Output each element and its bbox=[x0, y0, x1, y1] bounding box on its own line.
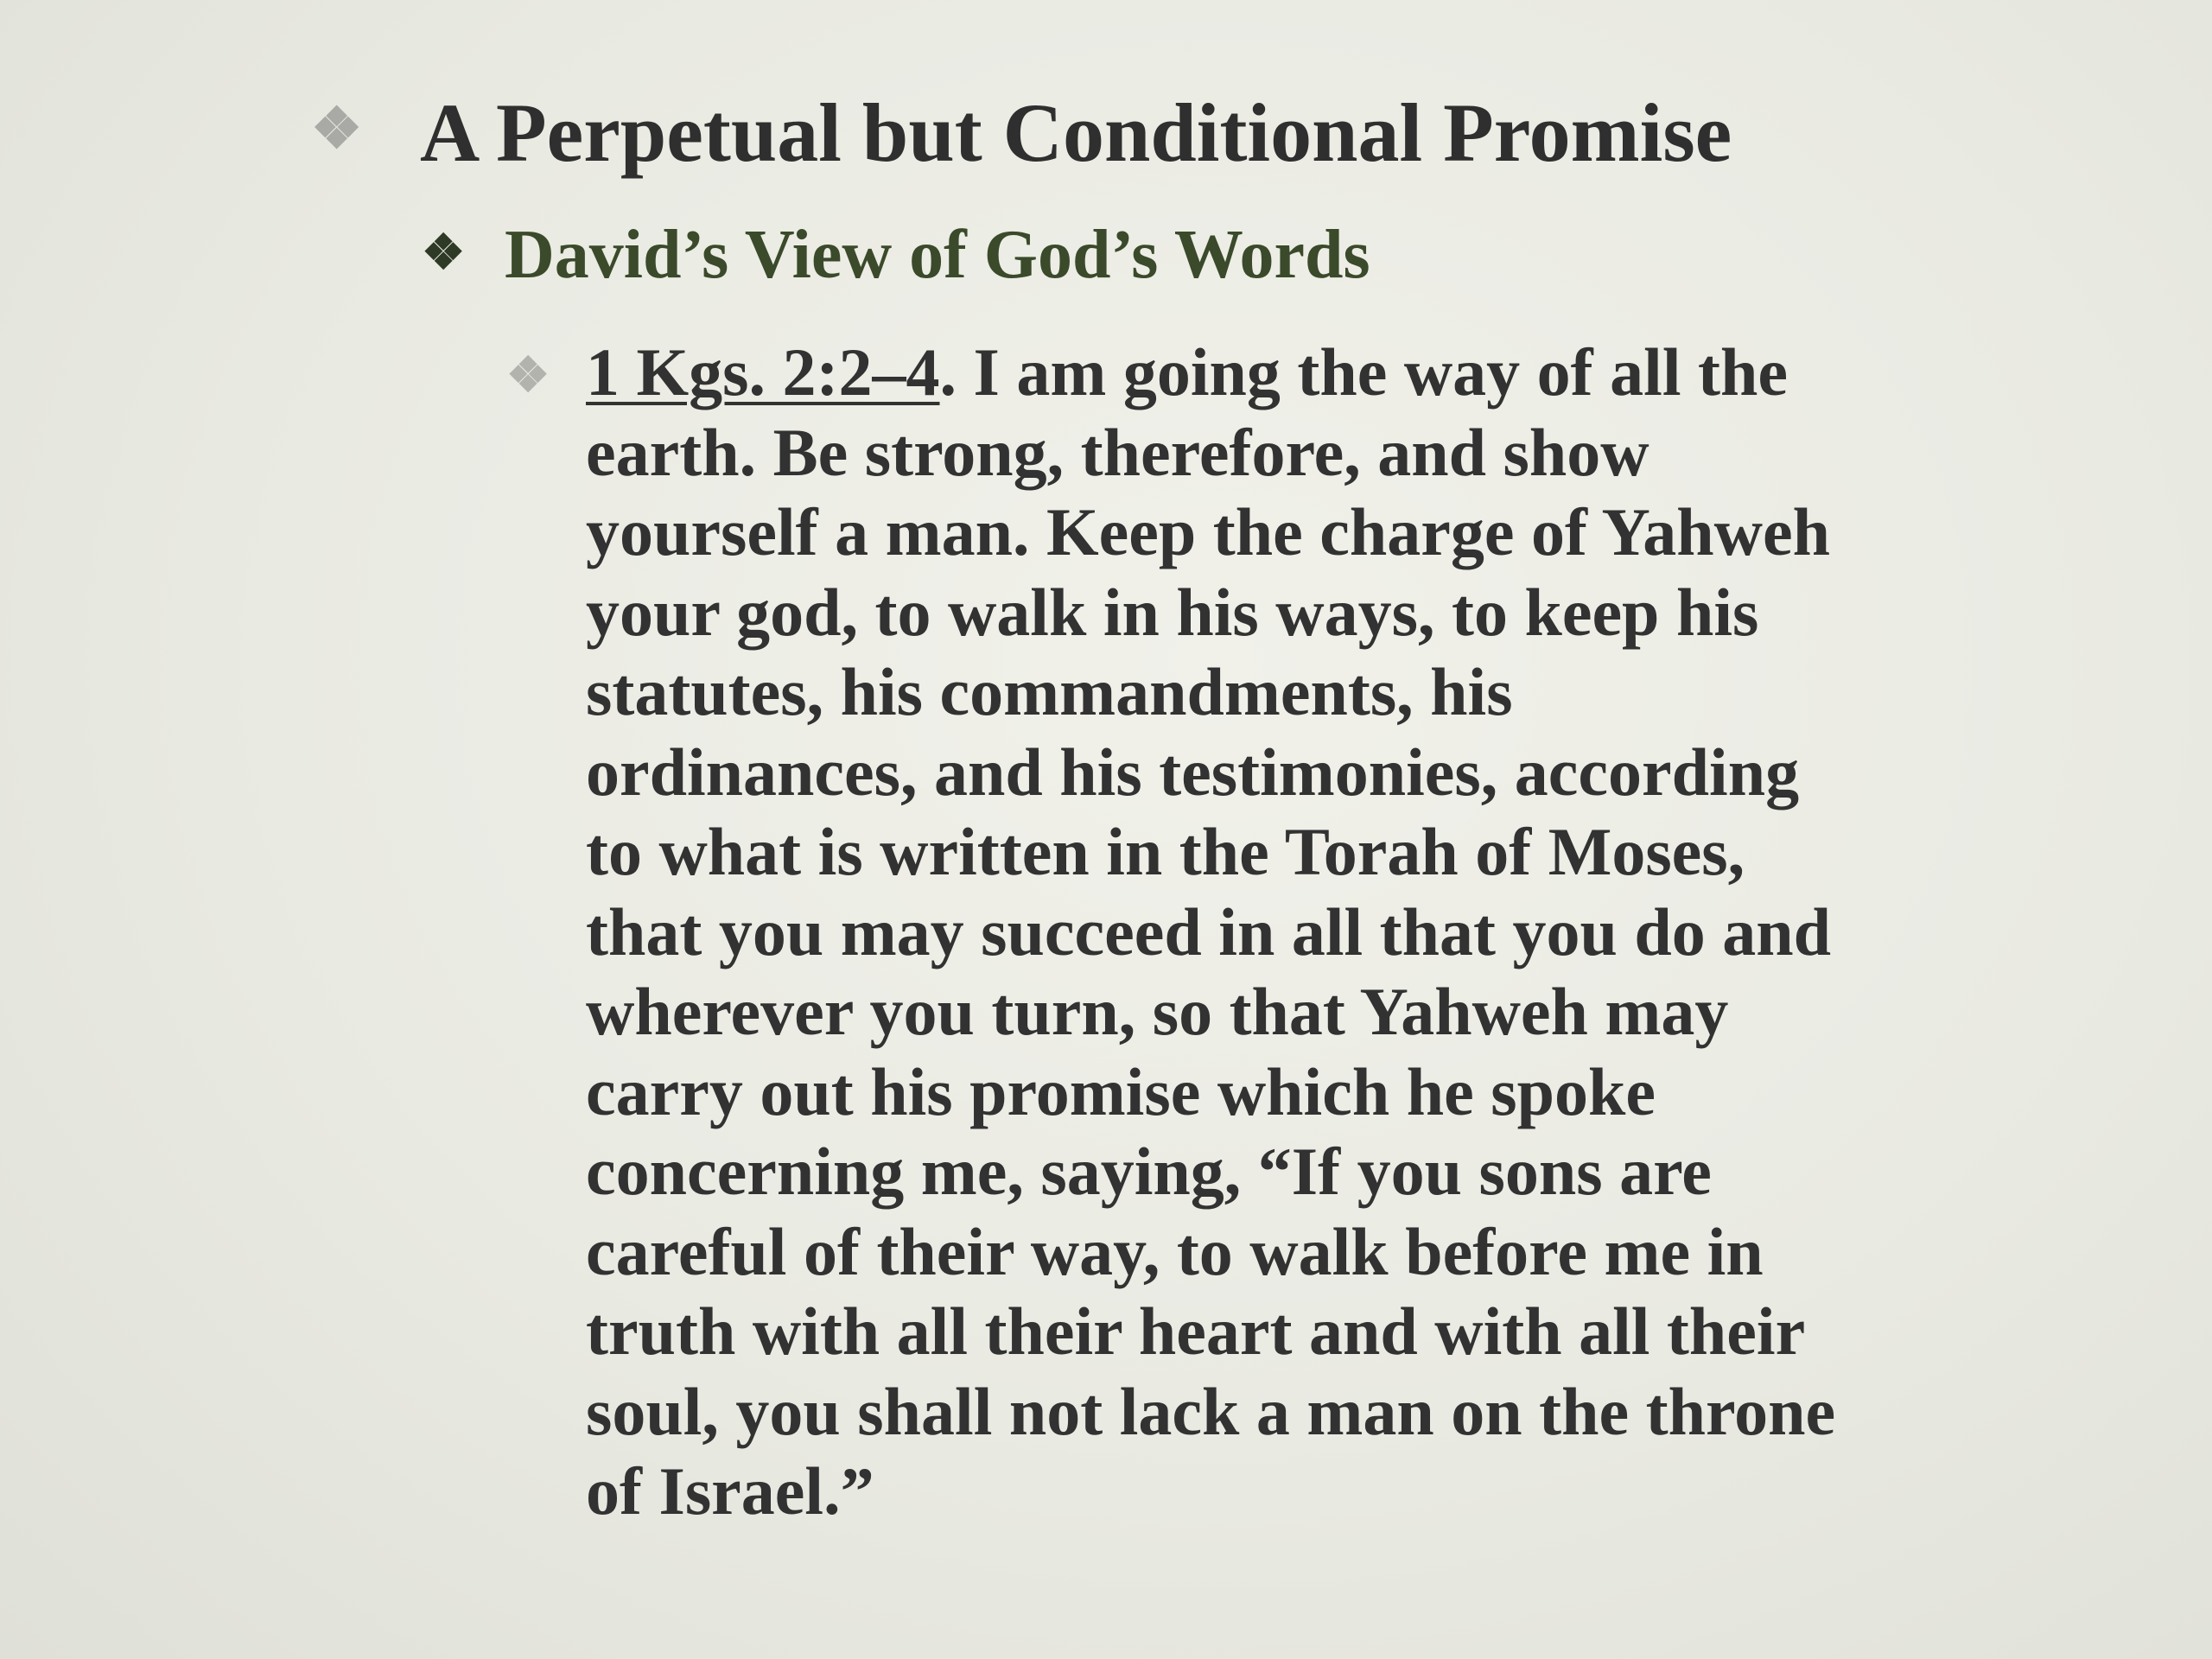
quote-line: of Israel.” bbox=[586, 1453, 874, 1529]
scripture-quote bbox=[586, 333, 1835, 1532]
slide-subheading: David’s View of God’s Words bbox=[505, 217, 1370, 293]
quote-line: yourself a man. Keep the charge of Yahweh bbox=[586, 494, 1830, 569]
quote-line: careful of their way, to walk before me in bbox=[586, 1213, 1764, 1289]
quote-line: to what is written in the Torah of Moses, bbox=[586, 814, 1745, 889]
scripture-reference-link[interactable]: 1 Kgs. 2:2–4 bbox=[586, 334, 940, 410]
quote-line: earth. Be strong, therefore, and show bbox=[586, 414, 1649, 490]
quote-line: your god, to walk in his ways, to keep his bbox=[586, 574, 1759, 650]
four-petal-flower-icon: ❖ bbox=[506, 349, 550, 403]
quote-line: truth with all their heart and with all their bbox=[586, 1294, 1806, 1369]
quote-line-text: . I am going the way of all the bbox=[939, 334, 1788, 410]
quote-line: ordinances, and his testimonies, according bbox=[586, 734, 1800, 810]
quote-line: wherever you turn, so that Yahweh may bbox=[586, 974, 1729, 1049]
quote-line: soul, you shall not lack a man on the throne bbox=[586, 1373, 1836, 1449]
four-petal-flower-icon: ❖ bbox=[311, 98, 363, 161]
bullet-level1 bbox=[311, 82, 1732, 184]
quote-line: that you may succeed in all that you do and bbox=[586, 893, 1832, 969]
bullet-level2 bbox=[422, 212, 1370, 298]
quote-line: carry out his promise which he spoke bbox=[586, 1053, 1656, 1129]
four-petal-flower-icon: ❖ bbox=[422, 226, 466, 280]
bullet-level3 bbox=[506, 333, 1835, 1532]
quote-line: statutes, his commandments, his bbox=[586, 654, 1513, 729]
slide-heading: A Perpetual but Conditional Promise bbox=[420, 86, 1732, 179]
quote-line: concerning me, saying, “If you sons are bbox=[586, 1134, 1712, 1209]
quote-line-1 bbox=[586, 333, 1835, 413]
